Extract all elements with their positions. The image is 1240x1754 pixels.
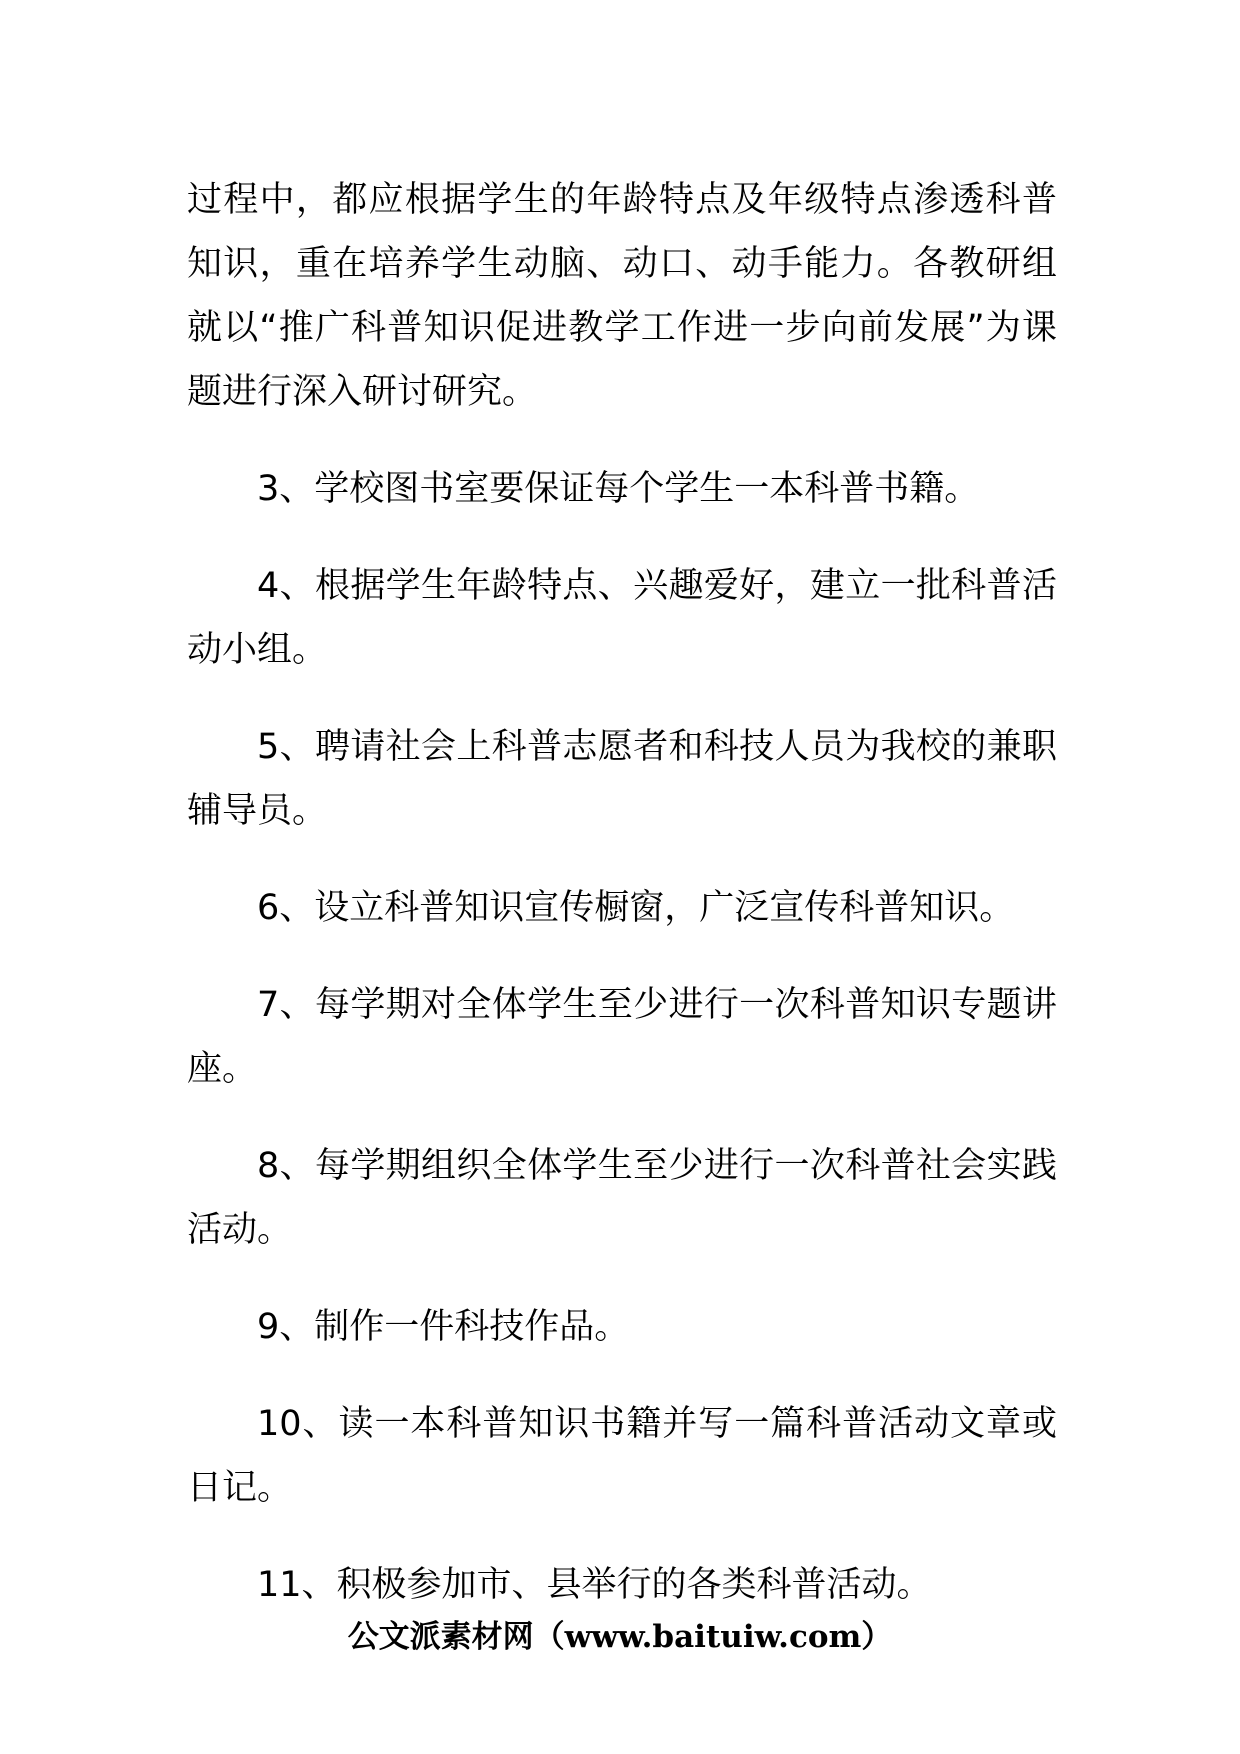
list-item-7: 7、每学期对全体学生至少进行一次科普知识专题讲座。: [187, 985, 1057, 1089]
list-item-9: 9、制作一件科技作品。: [257, 1307, 630, 1347]
list-item-10: 10、读一本科普知识书籍并写一篇科普活动文章或日记。: [187, 1404, 1057, 1508]
list-item-5: 5、聘请社会上科普志愿者和科技人员为我校的兼职辅导员。: [187, 727, 1057, 831]
list-item-6: 6、设立科普知识宣传橱窗，广泛宣传科普知识。: [257, 888, 1015, 928]
paragraph-continued: 过程中，都应根据学生的年龄特点及年级特点渗透科普知识，重在培养学生动脑、动口、动手能力。各教研组就以“推广科普知识促进教学工作进一步向前发展”为课题进行深入研讨研究。: [187, 180, 1057, 412]
list-item-8: 8、每学期组织全体学生至少进行一次科普社会实践活动。: [187, 1146, 1057, 1250]
list-item-3: 3、学校图书室要保证每个学生一本科普书籍。: [257, 469, 980, 509]
list-item-4: 4、根据学生年龄特点、兴趣爱好，建立一批科普活动小组。: [187, 566, 1057, 670]
document-body: [187, 168, 1057, 1650]
footer-watermark: 公文派素材网（www.baituiw.com）: [347, 1619, 893, 1655]
list-item-11: 11、积极参加市、县举行的各类科普活动。: [257, 1565, 932, 1605]
